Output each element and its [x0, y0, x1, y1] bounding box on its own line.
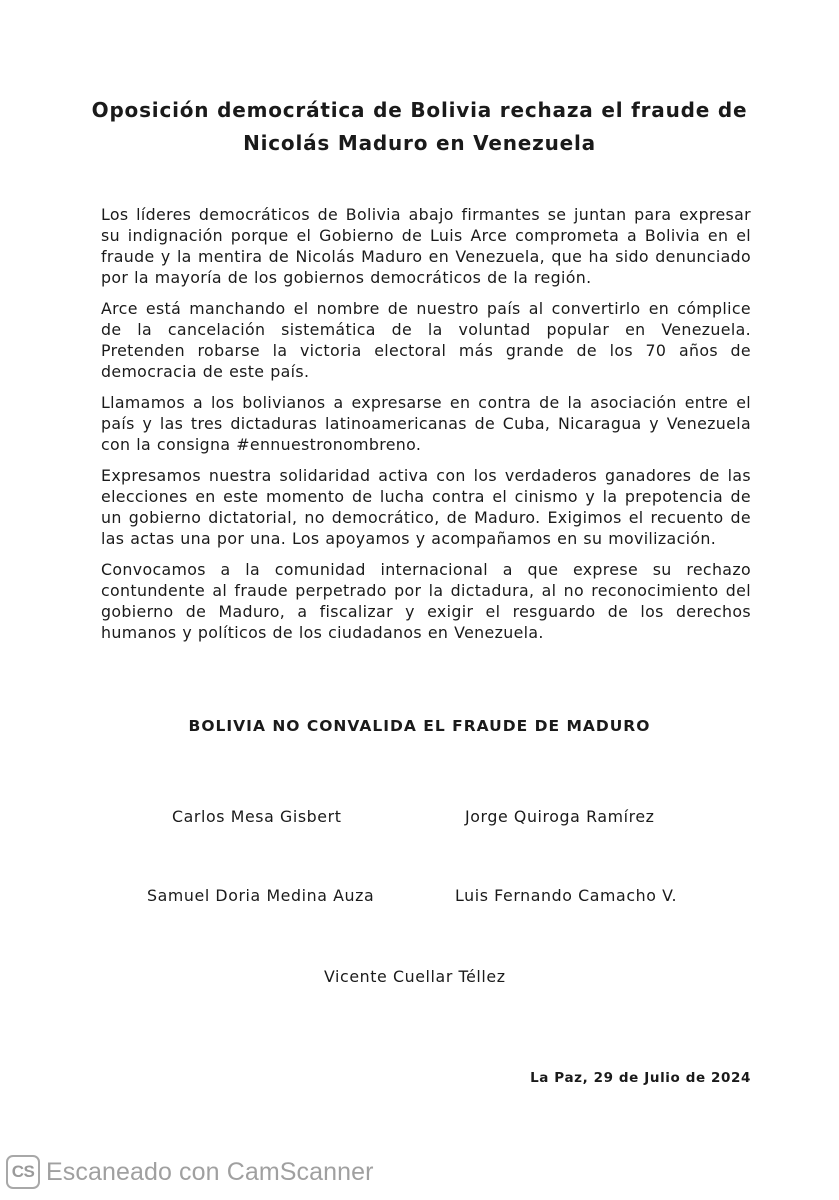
camscanner-watermark [6, 1155, 374, 1189]
document-body [101, 204, 751, 653]
watermark-text: Escaneado con CamScanner [46, 1157, 374, 1186]
signatory-jorge-quiroga: Jorge Quiroga Ramírez [465, 807, 655, 826]
document-title: Oposición democrática de Bolivia rechaza el fraude de Nicolás Maduro en Venezuela [91, 98, 748, 155]
signatory-carlos-mesa: Carlos Mesa Gisbert [172, 807, 342, 826]
paragraph-5: Convocamos a la comunidad internacional a que exprese su rechazo contundente al fraude perpetrado por la dictadura, al no reconocimiento del gobierno de Maduro, a fiscalizar y exigir el resguardo de los derechos humanos y políticos de los ciudadanos en Venezuela. [101, 560, 751, 642]
signatory-vicente-cuellar: Vicente Cuellar Téllez [324, 967, 506, 986]
paragraph-1: Los líderes democráticos de Bolivia abajo firmantes se juntan para expresar su indignación porque el Gobierno de Luis Arce comprometa a Bolivia en el fraude y la mentira de Nicolás Maduro en Venezuela, que ha sido denunciado por la mayoría de los gobiernos democráticos de la región. [101, 205, 751, 287]
paragraph-3: Llamamos a los bolivianos a expresarse en contra de la asociación entre el país y las tres dictaduras latinoamericanas de Cuba, Nicaragua y Venezuela con la consigna #ennuestronombreno. [101, 393, 751, 454]
paragraph-2: Arce está manchando el nombre de nuestro país al convertirlo en cómplice de la cancelación sistemática de la voluntad popular en Venezuela. Pretenden robarse la victoria electoral más grande de los 70 años de democracia de este país. [101, 299, 751, 381]
signatory-luis-fernando-camacho: Luis Fernando Camacho V. [455, 886, 678, 905]
camscanner-logo-icon: CS [6, 1155, 40, 1189]
paragraph-4: Expresamos nuestra solidaridad activa con los verdaderos ganadores de las elecciones en este momento de lucha contra el cinismo y la prepotencia de un gobierno dictatorial, no democrático, de Maduro. Exigimos el recuento de las actas una por una. Los apoyamos y acompañamos en su movilización. [101, 466, 751, 548]
slogan: BOLIVIA NO CONVALIDA EL FRAUDE DE MADURO [188, 717, 651, 735]
signatory-samuel-doria-medina: Samuel Doria Medina Auza [147, 886, 375, 905]
date-line: La Paz, 29 de Julio de 2024 [530, 1070, 751, 1086]
